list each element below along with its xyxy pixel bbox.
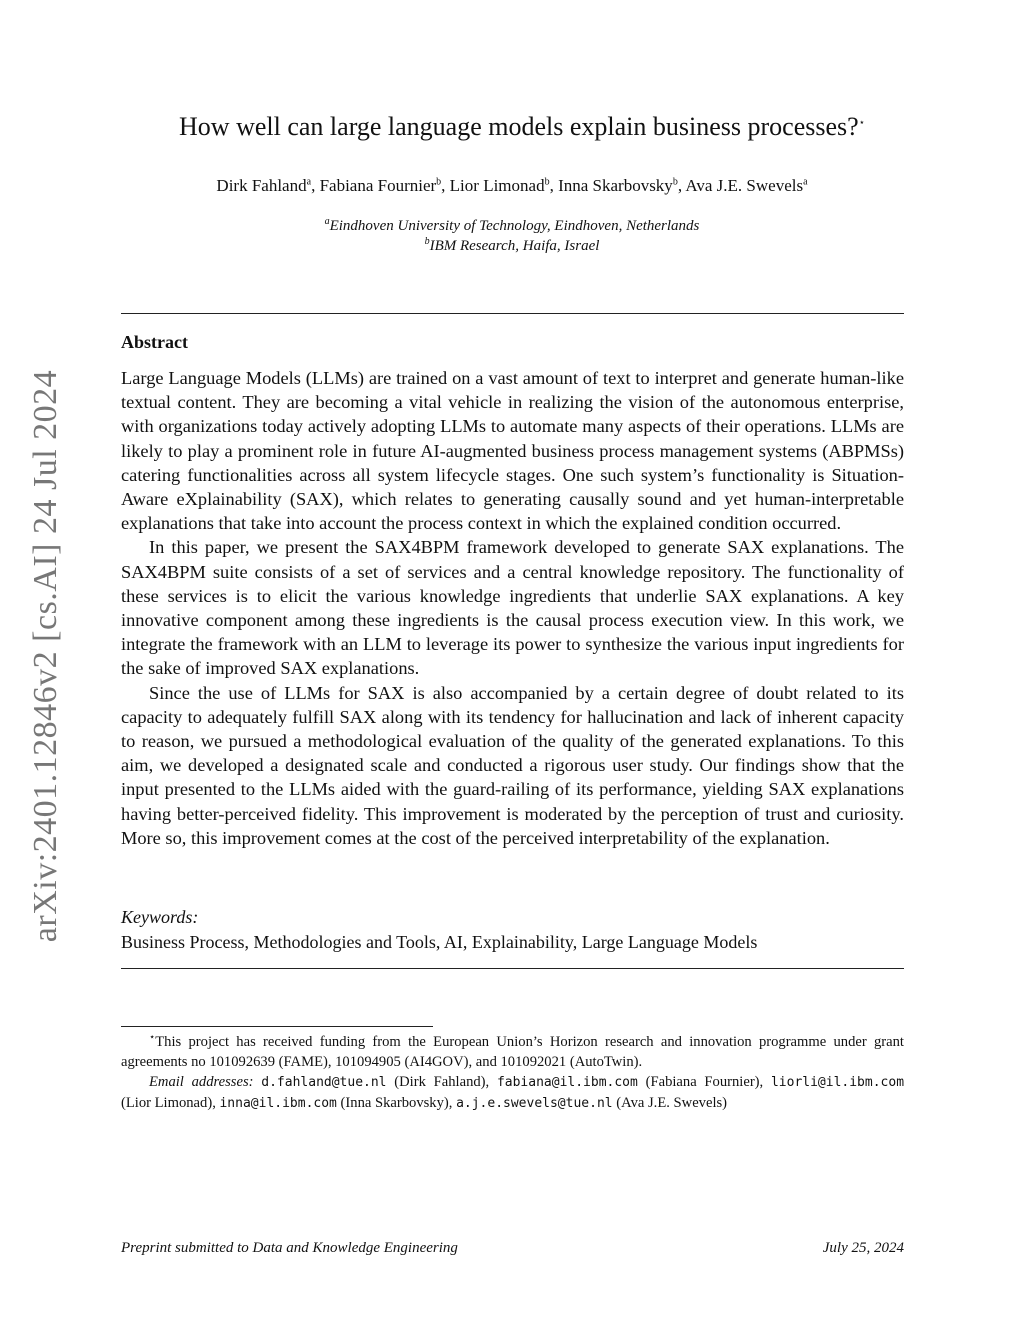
email-footnote [121,1072,904,1114]
keywords-label: Keywords: [121,907,199,927]
affiliation-text: Eindhoven University of Technology, Eindhoven, Netherlands [329,218,700,234]
email-address[interactable]: fabiana@il.ibm.com [496,1075,638,1090]
author [216,176,319,195]
email-separator: , [485,1074,497,1090]
email-owner: (Fabiana Fournier) [645,1074,760,1090]
author-name: Lior Limonad [449,176,545,195]
keywords-list: Business Process, Methodologies and Tools, AI, Explainability, Large Language Models [121,932,758,952]
email-owner: (Inna Skarbovsky) [340,1095,449,1111]
email-separator: , [212,1095,220,1111]
email-entry [261,1074,497,1090]
author-name: Inna Skarbovsky [558,176,673,195]
email-address[interactable]: liorli@il.ibm.com [770,1075,905,1090]
author-separator: , [677,176,686,195]
email-entry [497,1074,771,1090]
footnotes [121,1032,904,1114]
email-entry [219,1095,456,1111]
email-address[interactable]: a.j.e.swevels@tue.nl [456,1096,613,1111]
title-text: How well can large language models explain business processes? [179,112,859,141]
abstract-top-rule [121,313,904,314]
footnote-rule [121,1026,433,1027]
arxiv-identifier: arXiv:2401.12846v2 [cs.AI] 24 Jul 2024 [27,369,64,943]
abstract-heading: Abstract [121,332,188,352]
author-list [0,176,1024,196]
email-owner: (Lior Limonad) [121,1095,213,1111]
funding-text: This project has received funding from the European Union’s Horizon research and innovation programme under grant agreements no 101092639 (FAME), 101094905 (AI4GOV), and 101092021 (AutoTwin). [121,1034,904,1070]
author-affil-mark: a [306,176,312,188]
author-affil-mark: a [803,176,808,188]
author-affil-mark: b [672,176,678,188]
author-separator: , [441,176,450,195]
author [320,176,450,195]
affiliations [0,216,1024,256]
author [558,176,685,195]
author [685,176,807,195]
author-name: Fabiana Fournier [319,176,437,195]
funding-footnote [121,1032,904,1072]
author-name: Dirk Fahland [216,176,307,195]
email-owner: (Ava J.E. Swevels) [616,1095,728,1111]
abstract-body [121,366,904,850]
author-name: Ava J.E. Swevels [685,176,804,195]
title-footnote-mark: ⋆ [858,117,865,129]
paper-title [0,112,1024,142]
author-affil-mark: b [544,176,550,188]
email-owner: (Dirk Fahland) [394,1074,486,1090]
email-label: Email addresses: [149,1074,254,1090]
author [450,176,558,195]
affiliation-mark: a [324,216,330,227]
author-separator: , [311,176,320,195]
abstract-paragraph: In this paper, we present the SAX4BPM framework developed to generate SAX explanations. The SAX4BPM suite consists of a set of services and a central knowledge repository. The functionality of these services is to elicit the various knowledge ingredients that underlie SAX explanations. A key innovative component among these ingredients is the causal process execution view. In this work, we integrate the framework with an LLM to leverage its power to synthesize the various input ingredients for the sake of improved SAX explanations. [121,537,904,679]
abstract-paragraph: Since the use of LLMs for SAX is also accompanied by a certain degree of doubt related to its capacity to adequately fulfill SAX along with its tendency for hallucination and lack of inherent capacity to reason, we pursued a methodological evaluation of the quality of the generated explanations. To this aim, we developed a designated scale and conducted a rigorous user study. Our findings show that the input presented to the LLMs aided with the guard-railing of its performance, yielding SAX explanations having better-perceived fidelity. This improvement is moderated by the perception of trust and curiosity. More so, this improvement comes at the cost of the perceived interpretability of the explanation. [121,682,904,848]
email-separator: , [448,1095,457,1111]
footer-date: July 25, 2024 [822,1240,904,1256]
email-separator: , [759,1074,771,1090]
footnote-mark: ⋆ [149,1032,156,1044]
abstract-paragraph: Large Language Models (LLMs) are trained on a vast amount of text to interpret and generate human-like textual content. They are becoming a vital vehicle in realizing the vision of the autonomous enterprise, with organizations today actively adopting LLMs to automate many aspects of their operations. LLMs are likely to play a prominent role in future AI-augmented business process management systems (ABPMSs) catering functionalities across all system lifecycle stages. One such system’s functionality is Situation-Aware eXplainability (SAX), which relates to generating causally sound and yet human-interpretable explanations that take into account the process context in which the explained condition occurred. [121,368,904,534]
author-separator: , [549,176,559,195]
footer-journal: Preprint submitted to Data and Knowledge Engineering [121,1240,458,1256]
email-address[interactable]: inna@il.ibm.com [219,1096,337,1111]
author-affil-mark: b [436,176,442,188]
affiliation [0,236,1024,256]
affiliation-mark: b [424,236,430,247]
email-address[interactable]: d.fahland@tue.nl [261,1075,387,1090]
abstract-bottom-rule [121,968,904,969]
affiliation [0,216,1024,236]
affiliation-text: IBM Research, Haifa, Israel [429,238,600,254]
email-entry [456,1095,727,1111]
